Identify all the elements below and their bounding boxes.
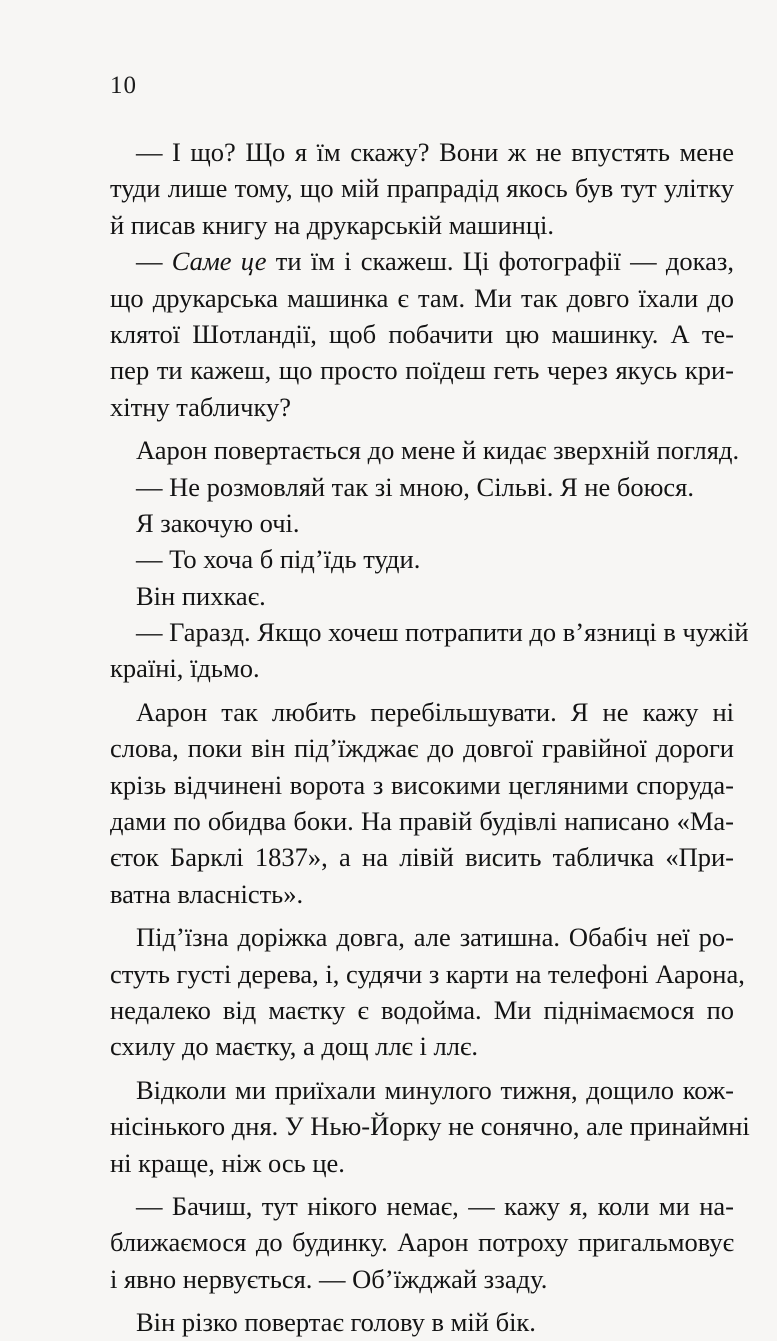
text-line: — Не розмовляй так зі мною, Сільві. Я не боюся. — [136, 471, 694, 502]
text-line: ватна власність». — [110, 878, 304, 909]
text-line: нісінького дня. У Нью-Йорку не сонячно, але принаймні — [110, 1111, 750, 1142]
text-line: Відколи ми приїхали минулого тижня, дощило кож- — [136, 1074, 734, 1105]
text-line: недалеко від маєтку є водойма. Ми піднімаємося по — [110, 994, 734, 1025]
text-line: Аарон повертається до мене й кидає зверхній погляд. — [136, 435, 740, 466]
italic-emphasis: Саме це — [171, 246, 267, 277]
text-line: слова, поки він підʼїжджає до довгої гравійної дороги — [110, 733, 734, 764]
text-line: Він різко повертає голову в мій бік. — [136, 1307, 536, 1338]
text-line: пер ти кажеш, що просто поїдеш геть через якусь кри- — [110, 355, 734, 386]
text-line: країні, їдьмо. — [110, 653, 260, 684]
text-line-rest: ти їм і скажеш. Ці фотографії — доказ, — [266, 246, 734, 277]
text-line: — То хоча б підʼїдь туди. — [136, 544, 421, 575]
text-line: ближаємося до будинку. Аарон потроху пригальмовує — [110, 1227, 734, 1258]
text-line: стуть густі дерева, і, судячи з карти на телефоні Аарона, — [110, 958, 745, 989]
text-line: Аарон так любить перебільшувати. Я не кажу ні — [136, 696, 734, 727]
text-line: схилу до маєтку, а дощ ллє і ллє. — [110, 1031, 478, 1062]
text-line: — І що? Що я їм скажу? Вони ж не впустять мене — [136, 137, 734, 167]
text-line: клятої Шотландії, щоб побачити цю машинку. А те- — [110, 318, 734, 349]
text-line: ні краще, ніж ось це. — [110, 1147, 345, 1178]
text-line: й писав книгу на друкарській машинці. — [110, 209, 555, 240]
text-line: — Бачиш, тут нікого немає, — кажу я, коли ми на- — [136, 1190, 734, 1221]
text-line: хітну табличку? — [110, 391, 291, 422]
text-line: що друкарська машинка є там. Ми так довго їхали до — [110, 282, 734, 313]
text-line: туди лише тому, що мій прапрадід якось був тут улітку — [110, 173, 734, 204]
page-number: 10 — [110, 72, 137, 99]
text-line: — Гаразд. Якщо хочеш потрапити до вʼязниці в чужій — [136, 617, 749, 648]
text-line: єток Барклі 1837», а на лівій висить табличка «При- — [110, 842, 734, 873]
dash-prefix: — — [136, 246, 172, 277]
body-text — [110, 134, 750, 1341]
text-line: крізь відчинені ворота з високими цегляними споруда- — [110, 769, 734, 800]
text-line: Підʼїзна доріжка довга, але затишна. Обабіч неї ро- — [136, 922, 734, 953]
text-line: дами по обидва боки. На правій будівлі написано «Ма- — [110, 806, 734, 837]
text-line: Він пихкає. — [136, 580, 266, 611]
text-line: і явно нервується. — Обʼїжджай ззаду. — [110, 1263, 548, 1294]
text-line — [110, 243, 734, 279]
text-line: Я закочую очі. — [136, 507, 300, 538]
